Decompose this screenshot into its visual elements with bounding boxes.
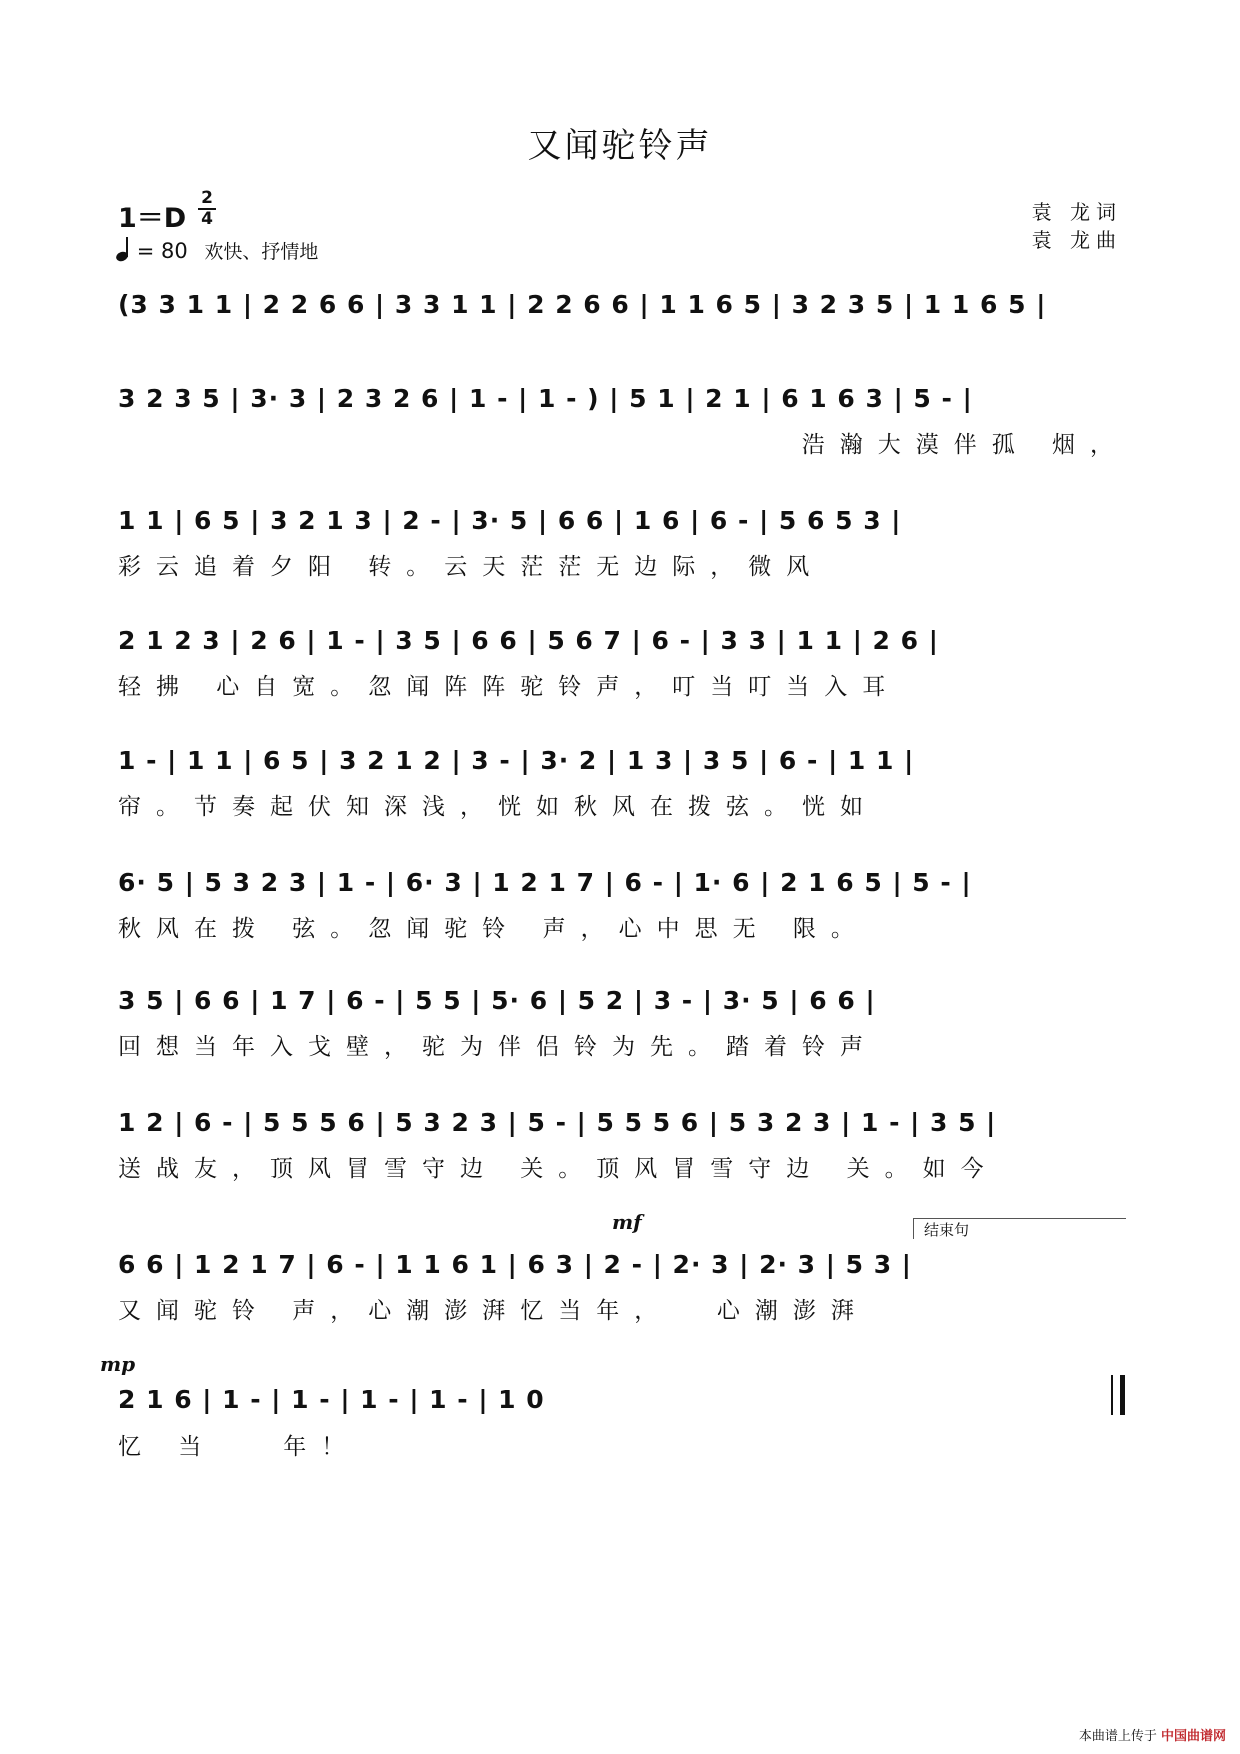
expression-text: 欢快、抒情地	[204, 241, 319, 263]
final-barline-thick	[1120, 1375, 1125, 1415]
system-9-notes: 6 6 | 1 2 1 7 | 6 - | 1 1 6 1 | 6 3 | 2 - | 2· 3 | 2· 3 | 5 3 |	[118, 1250, 912, 1279]
time-signature-top: 2	[201, 188, 213, 208]
composer-credit: 袁 龙曲	[1031, 228, 1122, 252]
system-5-notes: 1 - | 1 1 | 6 5 | 3 2 1 2 | 3 - | 3· 2 | 1 3 | 3 5 | 6 - | 1 1 |	[118, 746, 915, 775]
lyricist-credit: 袁 龙词	[1031, 200, 1122, 224]
system-10-lyrics: 忆 当 年！	[118, 1434, 360, 1460]
tempo-marking	[116, 237, 318, 264]
footer-text: 本曲谱上传于	[1078, 1729, 1157, 1744]
system-4-notes: 2 1 2 3 | 2 6 | 1 - | 3 5 | 6 6 | 5 6 7 | 6 - | 3 3 | 1 1 | 2 6 |	[118, 626, 939, 655]
system-1-notes: (3 3 1 1 | 2 2 6 6 | 3 3 1 1 | 2 2 6 6 | 1 1 6 5 | 3 2 3 5 | 1 1 6 5 |	[118, 290, 1047, 319]
system-2-notes: 3 2 3 5 | 3· 3 | 2 3 2 6 | 1 - | 1 - ) | 5 1 | 2 1 | 6 1 6 3 | 5 - |	[118, 384, 973, 413]
key-signature: 1＝D	[118, 203, 187, 234]
time-signature	[198, 190, 216, 228]
system-4-lyrics: 轻拂 心自宽。忽闻阵阵驼铃声，叮当叮当入耳	[118, 674, 901, 700]
dynamic-mp: mp	[100, 1352, 136, 1376]
system-10-notes: 2 1 6 | 1 - | 1 - | 1 - | 1 - | 1 0	[118, 1385, 545, 1414]
system-8-notes: 1 2 | 6 - | 5 5 5 6 | 5 3 2 3 | 5 - | 5 5 5 6 | 5 3 2 3 | 1 - | 3 5 |	[118, 1108, 997, 1137]
system-8-lyrics: 送战友，顶风冒雪守边 关。顶风冒雪守边 关。如今	[118, 1156, 999, 1182]
ending-label: 结束句	[924, 1221, 970, 1239]
site-logo[interactable]: 中国曲谱网	[1160, 1729, 1226, 1744]
system-7-notes: 3 5 | 6 6 | 1 7 | 6 - | 5 5 | 5· 6 | 5 2 | 3 - | 3· 5 | 6 6 |	[118, 986, 876, 1015]
ending-bracket	[913, 1218, 1126, 1239]
system-3-notes: 1 1 | 6 5 | 3 2 1 3 | 2 - | 3· 5 | 6 6 | 1 6 | 6 - | 5 6 5 3 |	[118, 506, 902, 535]
system-3-lyrics: 彩云追着夕阳 转。云天茫茫无边际，微风	[118, 554, 825, 580]
tempo-value: = 80	[136, 239, 188, 263]
system-5-lyrics: 帘。节奏起伏知深浅，恍如秋风在拨弦。恍如	[118, 794, 878, 820]
song-title: 又闻驼铃声	[527, 126, 713, 166]
system-9-lyrics: 又闻驼铃 声，心潮澎湃忆当年， 心潮澎湃	[118, 1298, 869, 1324]
system-6-lyrics: 秋风在拨 弦。忽闻驼铃 声，心中思无 限。	[118, 916, 869, 942]
final-barline-thin	[1111, 1375, 1113, 1415]
system-2-lyrics: 浩瀚大漠伴孤 烟，	[801, 432, 1128, 458]
system-6-notes: 6· 5 | 5 3 2 3 | 1 - | 6· 3 | 1 2 1 7 | 6 - | 1· 6 | 2 1 6 5 | 5 - |	[118, 868, 972, 897]
quarter-note-icon	[116, 239, 130, 261]
system-7-lyrics: 回想当年入戈壁，驼为伴侣铃为先。踏着铃声	[118, 1034, 878, 1060]
footer	[1079, 1725, 1226, 1744]
time-signature-bottom: 4	[201, 209, 213, 229]
dynamic-mf: mf	[612, 1210, 642, 1234]
